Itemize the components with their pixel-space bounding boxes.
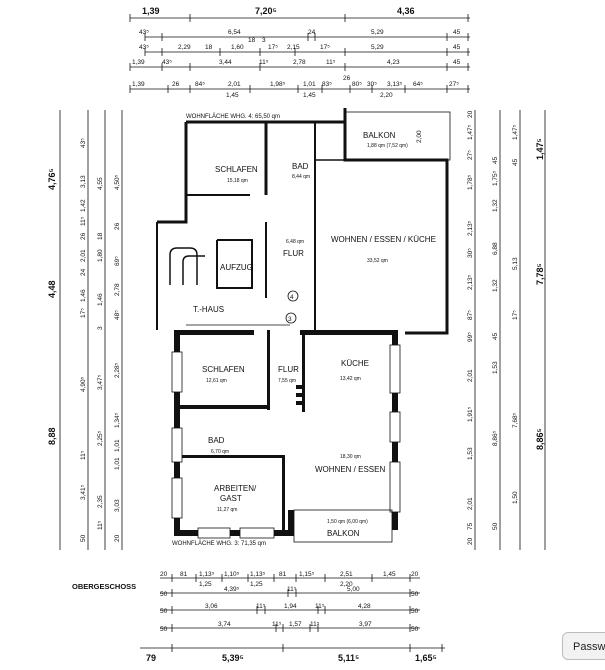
dim-r5-12: 64⁵: [413, 81, 423, 88]
dim-b2-1: 50: [160, 591, 168, 598]
dim-r3-2: 2,29: [178, 44, 191, 51]
dim-r1-11: 1,91⁵: [467, 406, 474, 422]
room-bad-bot-area: 6,70 qm: [211, 449, 230, 455]
dim-right-big-2: 7,78⁵: [535, 263, 545, 285]
dim-r2c-2: 1,75⁵: [492, 170, 499, 186]
balkon-depth: 2,00: [416, 130, 423, 143]
room-thaus: T.-HAUS: [193, 305, 225, 314]
dim-r1-8: 87⁵: [467, 310, 474, 320]
room-wohnen-bot: WOHNEN / ESSEN: [315, 465, 386, 474]
dim-l1-13: 50: [80, 534, 87, 542]
dim-r1-1: 20: [467, 110, 474, 118]
dim-l1-4: 11⁵: [80, 216, 87, 226]
dim-bt-2: 5,39⁵: [222, 653, 244, 663]
dim-r1-14: 75: [467, 522, 474, 530]
dim-r4-5: 2,78: [293, 59, 306, 66]
room-arbeiten-2: GAST: [220, 494, 242, 503]
room-bad-top-area: 8,44 qm: [292, 174, 311, 180]
marker-3: 3: [288, 316, 292, 323]
dim-l1-10: 4,90⁵: [80, 376, 87, 392]
dim-r4-3: 3,44: [219, 59, 232, 66]
dim-b4-7: 50: [411, 626, 419, 633]
dim-b2-2: 4,39⁵: [224, 586, 240, 593]
dim-r2c-9: 50: [492, 522, 499, 530]
dim-b4-5: 11⁵: [310, 621, 320, 628]
dim-l3-8: 1,01: [114, 439, 121, 452]
dim-l2-7: 2,25⁵: [97, 430, 104, 446]
dim-r1-12: 1,53: [467, 447, 474, 460]
dim-r1-7: 2,13⁵: [467, 274, 474, 290]
dim-b3-4: 1,94: [284, 603, 297, 610]
dim-l1-3: 1,42: [80, 199, 87, 212]
dim-l3-6: 2,28⁵: [114, 362, 121, 378]
dim-r3c-5: 7,68⁵: [512, 412, 519, 428]
room-arbeiten: ARBEITEN/: [214, 484, 257, 493]
dim-r2-3: 24: [308, 29, 316, 36]
dim-r3-6: 3: [262, 37, 266, 44]
dim-b1-1: 20: [160, 571, 168, 578]
dim-l3-2: 26: [114, 222, 121, 230]
dim-l1-5: 26: [80, 232, 87, 240]
room-aufzug: AUFZUG: [220, 263, 253, 272]
dim-r3-3: 18: [205, 44, 213, 51]
dim-r5-11: 3,13⁵: [387, 81, 403, 88]
dim-r5-8: 26: [343, 75, 351, 82]
dim-r3-4: 1,60: [231, 44, 244, 51]
dim-r1-13: 2,01: [467, 497, 474, 510]
dim-l3-1: 4,50⁵: [114, 174, 121, 190]
dim-r2-5: 45: [453, 29, 461, 36]
dim-l2-3: 1,80: [97, 249, 104, 262]
dim-b1-2: 81: [180, 571, 188, 578]
dim-r2c-6: 45: [492, 332, 499, 340]
dim-r2-1: 43⁵: [139, 29, 149, 36]
dim-right-big-3: 8,86⁵: [535, 428, 545, 450]
dim-b3-5: 11⁵: [315, 603, 325, 610]
dim-r3-7: 17⁵: [268, 44, 278, 51]
dim-r3c-4: 17⁵: [512, 310, 519, 320]
upper-apartment-walls: [157, 108, 447, 333]
dim-b1-7: 1,15⁵: [299, 571, 315, 578]
dim-r1-5: 2,13⁵: [467, 220, 474, 236]
dim-left-big-1: 4,76⁵: [47, 168, 57, 190]
dim-l1-8: 1,46: [80, 289, 87, 302]
dim-b1-5: 1,13⁵: [250, 571, 266, 578]
dim-b1b-1: 1,25: [199, 581, 212, 588]
dim-b2-5: 50: [411, 591, 419, 598]
dim-l2-6: 3,47⁵: [97, 374, 104, 390]
dim-b1-8: 2,51: [340, 571, 353, 578]
room-balkon-top-area: 1,88 qm (7,52 qm): [367, 143, 408, 149]
room-balkon-top: BALKON: [363, 131, 396, 140]
dim-r5b-2: 1,45: [303, 92, 316, 99]
marker-4: 4: [290, 294, 294, 301]
dim-l2-5: 3: [97, 326, 104, 330]
room-wohnen-top: WOHNEN / ESSEN / KÜCHE: [331, 235, 436, 244]
dim-bt-4: 1,65⁵: [415, 653, 437, 663]
dim-r4-1: 1,39: [132, 59, 145, 66]
dim-b1b-2: 1,25: [250, 581, 263, 588]
left-dimensions: [47, 138, 121, 542]
room-balkon-bot: BALKON: [327, 529, 360, 538]
dim-l2-2: 18: [97, 232, 104, 240]
dim-bt-3: 5,11⁵: [338, 653, 360, 663]
dim-l3-10: 3,03: [114, 499, 121, 512]
dim-l1-9: 17⁵: [80, 308, 87, 318]
dim-r1-3: 27⁵: [467, 150, 474, 160]
dim-r5-2: 26: [172, 81, 180, 88]
dim-b1-9: 1,45: [383, 571, 396, 578]
dim-l1-11: 11⁵: [80, 450, 87, 460]
dim-r4-8: 45: [453, 59, 461, 66]
password-button[interactable]: Passw: [562, 632, 605, 660]
dim-r3c-2: 45: [512, 158, 519, 166]
dim-r2c-8: 8,86⁵: [492, 430, 499, 446]
dim-b4-3: 11⁵: [272, 621, 282, 628]
room-wohnen-top-area: 33,52 qm: [367, 258, 388, 264]
dim-l1-7: 24: [80, 268, 87, 276]
dim-l2-1: 4,55: [97, 177, 104, 190]
dim-r2c-4: 6,88: [492, 242, 499, 255]
room-balkon-bot-area: 1,50 qm (6,00 qm): [327, 519, 368, 525]
dim-b3-7: 50: [411, 608, 419, 615]
room-flur-bot: FLUR: [278, 365, 299, 374]
room-kueche: KÜCHE: [341, 359, 370, 368]
dim-b3-2: 3,06: [205, 603, 218, 610]
top-dimensions: [132, 6, 461, 99]
dim-l3-3: 69⁵: [114, 256, 121, 266]
dim-r2c-5: 1,32: [492, 279, 499, 292]
dim-b2-3: 11⁵: [287, 586, 297, 593]
dim-r5-1: 1,39: [132, 81, 145, 88]
dim-r2c-7: 1,53: [492, 361, 499, 374]
wohnflaeche-4: WOHNFLÄCHE WHG. 4: 65,50 qm: [186, 114, 281, 120]
dim-l1-1: 43⁵: [80, 138, 87, 148]
dim-r5-5: 1,98⁵: [270, 81, 286, 88]
dim-top-3: 4,36: [397, 6, 415, 16]
room-flur-bot-area: 7,55 qm: [278, 378, 297, 384]
dim-r3-11: 45: [453, 44, 461, 51]
floor-title: OBERGESCHOSS: [72, 582, 137, 591]
dim-right-big-1: 1,47⁵: [535, 138, 545, 160]
dim-r1-2: 1,47⁵: [467, 124, 474, 140]
dim-l3-9: 1,01: [114, 457, 121, 470]
dim-l1-2: 3,13: [80, 175, 87, 188]
dim-b4-4: 1,57: [289, 621, 302, 628]
dim-r4-7: 4,23: [387, 59, 400, 66]
wohnflaeche-3: WOHNFLÄCHE WHG. 3: 71,35 qm: [172, 541, 267, 547]
dim-top-2: 7,20⁵: [255, 6, 277, 16]
dim-l2-8: 2,35: [97, 495, 104, 508]
dim-r5-4: 2,01: [228, 81, 241, 88]
dim-r3-5: 18: [248, 37, 256, 44]
dim-l3-5: 48⁵: [114, 310, 121, 320]
room-bad-bot: BAD: [208, 436, 225, 445]
dim-r5-9: 80⁵: [352, 81, 362, 88]
dim-r5-13: 27⁵: [449, 81, 459, 88]
dim-b1-10: 20: [411, 571, 419, 578]
dim-l3-4: 2,78: [114, 283, 121, 296]
dim-r4-2: 43⁵: [162, 59, 172, 66]
dim-r5b-1: 1,45: [226, 92, 239, 99]
dim-r3c-1: 1,47⁵: [512, 124, 519, 140]
right-dimensions: [467, 110, 545, 545]
balkon-top-outline: [345, 112, 450, 160]
room-arbeiten-area: 11,27 qm: [217, 507, 238, 513]
dim-r2c-1: 45: [492, 156, 499, 164]
dim-b4-2: 3,74: [218, 621, 231, 628]
dim-b3-6: 4,28: [358, 603, 371, 610]
dim-r2-2: 6,54: [228, 29, 241, 36]
dim-b1-3: 1,13⁵: [199, 571, 215, 578]
dim-b3-3: 11⁵: [256, 603, 266, 610]
dim-r1-4: 1,78⁵: [467, 174, 474, 190]
room-bad-top: BAD: [292, 162, 309, 171]
dim-r2c-3: 1,32: [492, 199, 499, 212]
dim-b4-1: 50: [160, 626, 168, 633]
dim-b1b-3: 2,20: [340, 581, 353, 588]
dim-r3-8: 2,15: [287, 44, 300, 51]
dim-r5-6: 1,01: [303, 81, 316, 88]
dim-r5b-3: 2,20: [380, 92, 393, 99]
dim-l2-9: 11⁵: [97, 520, 104, 530]
dim-l2-4: 1,46: [97, 293, 104, 306]
dim-r4-6: 11⁵: [326, 59, 336, 66]
dim-left-big-2: 4,48: [47, 280, 57, 298]
room-flur-top: FLUR: [283, 249, 304, 258]
dim-r3-1: 43⁵: [139, 44, 149, 51]
dim-b2-4: 5,00: [347, 586, 360, 593]
dim-r1-9: 99⁵: [467, 332, 474, 342]
dim-r3c-6: 1,50: [512, 491, 519, 504]
room-schlafen-bot: SCHLAFEN: [202, 365, 245, 374]
staircase: [170, 248, 205, 285]
dim-r5-3: 84⁵: [195, 81, 205, 88]
dim-r2-4: 5,29: [371, 29, 384, 36]
bottom-dimensions: [146, 571, 437, 663]
room-wohnen-bot-area: 18,30 qm: [340, 454, 361, 460]
room-schlafen-top-area: 15,18 qm: [227, 178, 248, 184]
dim-b4-6: 3,97: [359, 621, 372, 628]
dim-bt-1: 79: [146, 653, 157, 663]
dim-r1-6: 30⁵: [467, 248, 474, 258]
dim-r4-4: 11⁵: [259, 59, 269, 66]
dim-l1-12: 3,41⁵: [80, 484, 87, 500]
dim-l3-7: 1,34⁵: [114, 412, 121, 428]
stairs-lower: [296, 385, 304, 405]
room-kueche-area: 13,42 qm: [340, 376, 361, 382]
plan-captions: [72, 113, 423, 591]
dim-top-1: 1,39: [142, 6, 160, 16]
dim-b3-1: 50: [160, 608, 168, 615]
room-schlafen-top: SCHLAFEN: [215, 165, 258, 174]
dim-r3c-3: 5,13: [512, 257, 519, 270]
dim-left-big-3: 8,88: [47, 427, 57, 445]
dim-r3-10: 5,29: [371, 44, 384, 51]
dim-r1-10: 2,01: [467, 369, 474, 382]
dim-r5-7: 83⁵: [322, 81, 332, 88]
room-schlafen-bot-area: 12,61 qm: [206, 378, 227, 384]
dim-b1-4: 1,10⁵: [224, 571, 240, 578]
dim-b1-6: 81: [279, 571, 287, 578]
dim-l1-6: 2,01: [80, 249, 87, 262]
dim-r1-15: 20: [467, 537, 474, 545]
dim-r3-9: 17⁵: [320, 44, 330, 51]
room-flur-top-area: 6,48 qm: [286, 239, 305, 245]
dim-r5-10: 30⁵: [367, 81, 377, 88]
dim-l3-11: 20: [114, 534, 121, 542]
